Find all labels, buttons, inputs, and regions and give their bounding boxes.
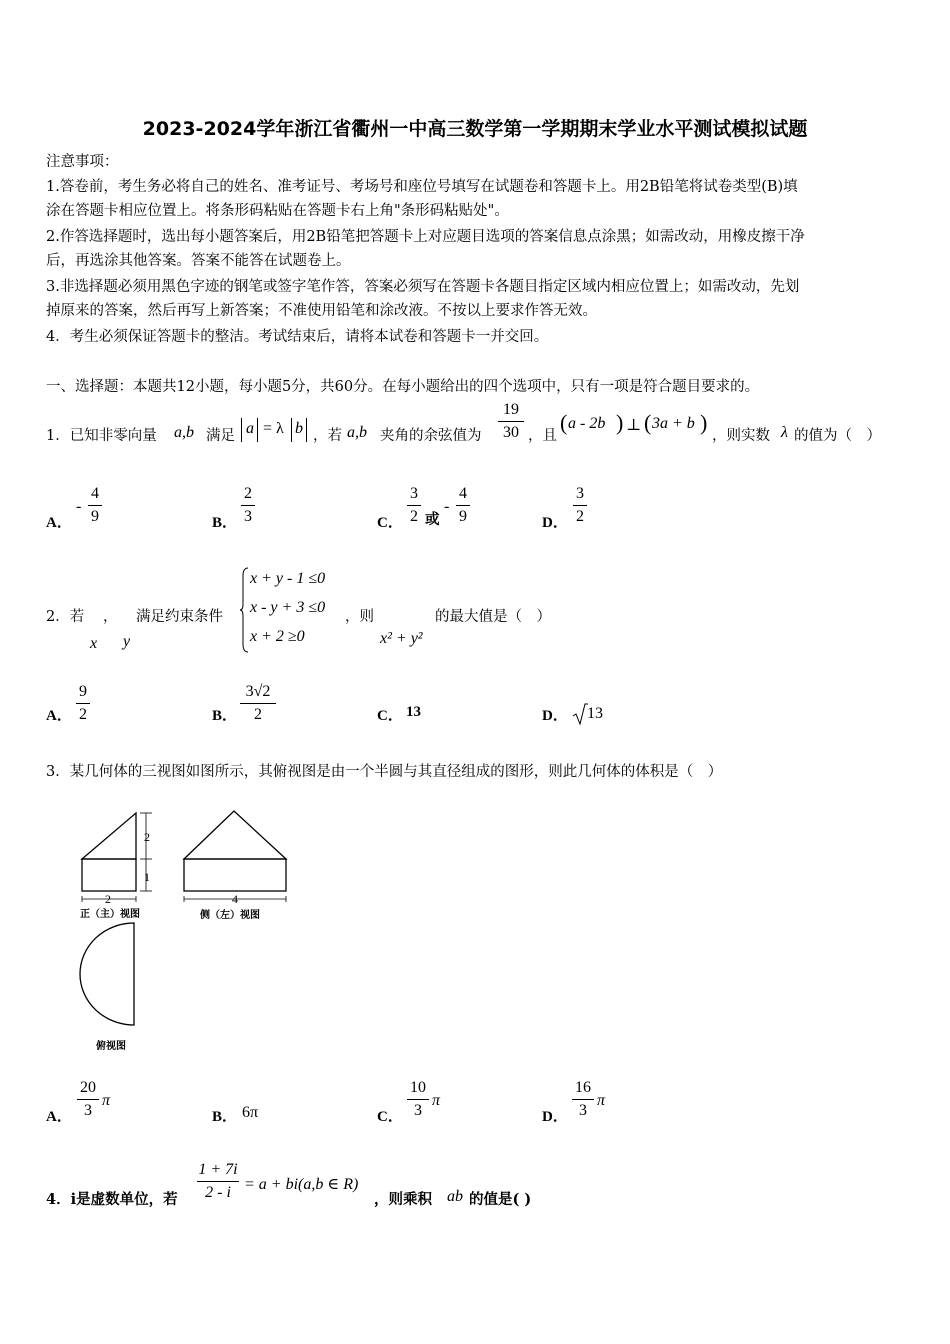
q1-text-3: ，若 (313, 428, 342, 444)
q1-option-a-sign: - (76, 498, 82, 515)
notice-item-3a: 3.非选择题必须用黑色字迹的钢笔或签字笔作答，答案必须写在答题卡各题目指定区域内相应位置上；如需改动，先划 (46, 279, 800, 295)
q4-text-1: 4．i是虚数单位，若 (46, 1191, 178, 1208)
notice-item-2a: 2.作答选择题时，选出每小题答案后，用2B铅笔把答题卡上对应题目选项的答案信息点涂黑；如需改动，用橡皮擦干净 (46, 229, 805, 245)
q2-option-d-value: 13 (587, 705, 603, 722)
notice-item-1b: 涂在答题卡相应位置上。将条形码粘贴在答题卡右上角"条形码粘贴处"。 (46, 203, 509, 219)
q1-cos-fraction: 19 30 (498, 400, 524, 443)
q2-text-1b: ， (103, 609, 118, 625)
q1-option-b-label[interactable]: B． (212, 515, 238, 531)
q1-perp-condition: ( a - 2b ) ⊥ ( 3a + b ) (560, 410, 708, 435)
q2-option-c-value: 13 (406, 704, 421, 720)
notice-item-1a: 1.答卷前，考生务必将自己的姓名、准考证号、考场号和座位号填写在试题卷和答题卡上。用2B铅笔将试卷类型(B)填 (46, 179, 798, 195)
q3-option-a-pi: π (102, 1092, 111, 1109)
front-view (82, 813, 136, 891)
notice-item-3b: 掉原来的答案，然后再写上新答案；不准使用铅笔和涂改液。不按以上要求作答无效。 (46, 303, 597, 319)
q1-abs-condition: a = λ b (241, 418, 311, 444)
notice-heading: 注意事项： (46, 154, 119, 170)
q3-option-d-pi: π (597, 1092, 606, 1109)
q2-option-a-label[interactable]: A． (46, 708, 72, 724)
q2-objective: x² + y² (380, 630, 423, 647)
q2-var-x: x (90, 635, 98, 652)
q1-text-7: 的值为（ ） (794, 428, 881, 444)
q1-text-4: 夹角的余弦值为 (380, 428, 482, 444)
q2-option-a-fraction: 9 2 (76, 682, 90, 725)
q1-option-c-sign: - (444, 498, 450, 515)
q4-text-3: 的值是( ) (469, 1191, 532, 1208)
q1-option-a-label[interactable]: A． (46, 515, 72, 531)
q4-text-2: ，则乘积 (374, 1191, 432, 1208)
dim-height-top: 2 (144, 830, 150, 844)
q2-constraint-3: x + 2 ≥0 (250, 628, 305, 645)
q3-option-b-value: 6π (242, 1104, 259, 1121)
q2-brace-icon (238, 566, 250, 654)
q1-text-6: ，则实数 (712, 428, 770, 444)
dim-side-width: 4 (232, 892, 238, 906)
top-view (80, 923, 134, 1025)
q4-equation-rhs: = a + bi(a,b ∈ R) (244, 1176, 359, 1193)
q1-option-c-label[interactable]: C． (377, 515, 403, 531)
page-title: 2023-2024学年浙江省衢州一中高三数学第一学期期末学业水平测试模拟试题 (142, 118, 808, 140)
q1-option-c-or: 或 (425, 511, 440, 528)
q2-option-b-label[interactable]: B． (212, 708, 238, 724)
q2-option-c-label[interactable]: C． (377, 708, 403, 724)
q1-vectors: a,b (174, 424, 194, 441)
dim-front-width: 2 (105, 892, 111, 906)
q3-option-c-label[interactable]: C． (377, 1109, 403, 1125)
q1-option-a-fraction: 4 9 (88, 484, 102, 527)
front-view-label: 正（主）视图 (80, 909, 140, 920)
q3-option-a-fraction: 20 3 (77, 1078, 99, 1121)
q1-vectors-2: a,b (347, 424, 367, 441)
side-view-label: 侧（左）视图 (200, 910, 260, 921)
q1-option-b-fraction: 2 3 (241, 484, 255, 527)
q2-constraint-1: x + y - 1 ≤0 (250, 570, 326, 587)
q2-text-2: 满足约束条件 (136, 609, 223, 625)
side-view (184, 811, 286, 891)
top-view-label: 俯视图 (96, 1041, 126, 1052)
q1-lambda: λ (781, 424, 788, 441)
q1-option-d-label[interactable]: D． (542, 515, 568, 531)
q1-text-5: ，且 (528, 428, 557, 444)
q3-option-d-fraction: 16 3 (572, 1078, 594, 1121)
notice-item-4: 4．考生必须保证答题卡的整洁。考试结束后，请将本试卷和答题卡一并交回。 (46, 329, 549, 345)
q3-option-b-label[interactable]: B． (212, 1109, 238, 1125)
q3-text: 3．某几何体的三视图如图所示，其俯视图是由一个半圆与其直径组成的图形，则此几何体的体积是（ ） (46, 764, 723, 780)
section-heading: 一、选择题：本题共12小题，每小题5分，共60分。在每小题给出的四个选项中，只有一项是符合题目要求的。 (46, 379, 760, 395)
q4-product: ab (447, 1188, 463, 1205)
q2-option-d-label[interactable]: D． (542, 708, 568, 724)
q2-option-b-fraction: 3√2 2 (240, 682, 276, 725)
q3-three-view-figure (70, 805, 290, 1055)
q2-text-3: ，则 (345, 609, 374, 625)
q3-option-a-label[interactable]: A． (46, 1109, 72, 1125)
q1-option-d-fraction: 3 2 (573, 484, 587, 527)
q1-option-c-fraction-1: 3 2 (407, 484, 421, 527)
dim-height-base: 1 (144, 870, 150, 884)
q2-var-y: y (123, 633, 131, 650)
q2-text-4: 的最大值是（ ） (435, 609, 551, 625)
q1-text-1: 1．已知非零向量 (46, 428, 157, 444)
q4-fraction: 1 + 7i 2 - i (198, 1161, 238, 1201)
q2-constraint-2: x - y + 3 ≤0 (250, 599, 326, 616)
q2-sqrt-icon (572, 702, 588, 726)
notice-item-2b: 后，再选涂其他答案。答案不能答在试题卷上。 (46, 253, 351, 269)
q3-option-c-fraction: 10 3 (407, 1078, 429, 1121)
q1-text-2: 满足 (206, 428, 235, 444)
q1-option-c-fraction-2: 4 9 (456, 484, 470, 527)
q3-option-d-label[interactable]: D． (542, 1109, 568, 1125)
q3-option-c-pi: π (432, 1092, 441, 1109)
q2-text-1: 2．若 (46, 609, 85, 625)
